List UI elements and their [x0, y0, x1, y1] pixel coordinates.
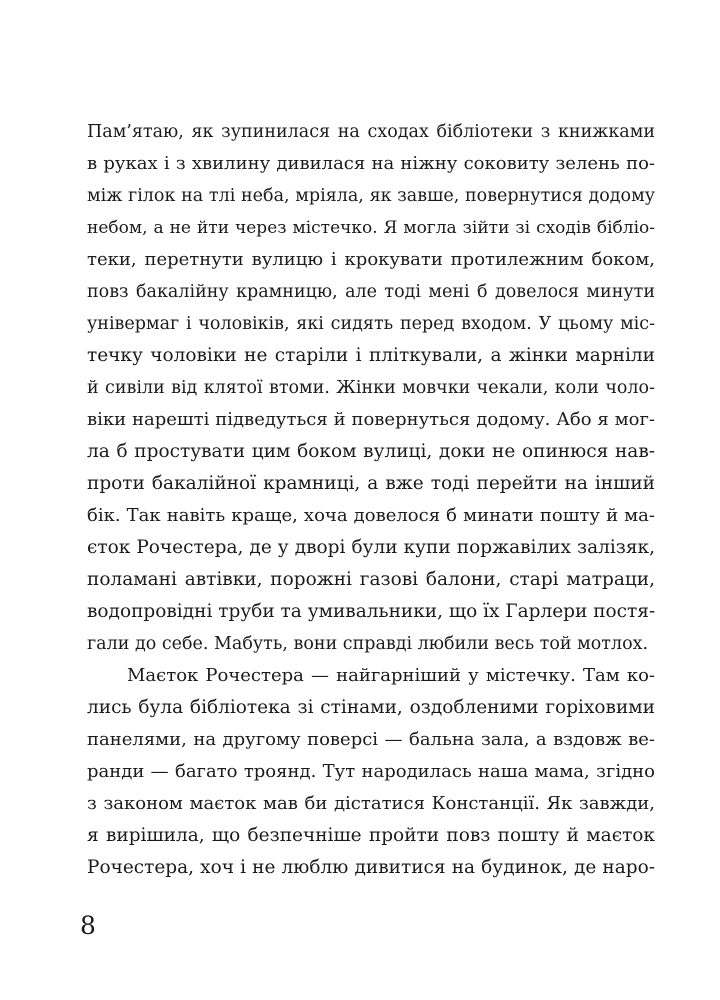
- text-line: в руках і з хвилину дивилася на ніжну соковиту зелень по-: [87, 153, 655, 174]
- text-line: повз бакалійну крамницю, але тоді мені б довелося минути: [87, 282, 655, 302]
- text-line: й сивіли від клятої втоми. Жінки мовчки чекали, коли чоло-: [87, 378, 655, 398]
- text-line: водопровідні труби та умивальники, що їх Гарлери постя-: [87, 601, 656, 622]
- text-line: Маєток Рочестера — найгарніший у містечку. Там ко-: [127, 665, 655, 686]
- page-number: 8: [80, 911, 96, 940]
- text-line: з законом маєток мав би дістатися Констанції. Як завжди,: [87, 793, 655, 814]
- text-line: лись була бібліотека зі стінами, оздобленими горіховими: [87, 697, 655, 718]
- text-line: між гілок на тлі неба, мріяла, як завше, повернутися додому: [87, 186, 655, 206]
- text-line: проти бакалійної крамниці, а вже тоді перейти на інший: [87, 473, 655, 494]
- text-line: поламані автівки, порожні газові балони, старі матраци,: [87, 569, 655, 590]
- text-line: небом, а не йти через містечко. Я могла зійти зі сходів бібліо-: [87, 218, 655, 238]
- text-line: Рочестера, хоч і не люблю дивитися на будинок, де наро-: [87, 857, 655, 878]
- text-line: єток Рочестера, де у дворі були купи поржавілих залізяк,: [87, 537, 655, 558]
- text-line: я вирішила, що безпечніше пройти повз пошту й маєток: [87, 825, 655, 846]
- text-line: ранди — багато троянд. Тут народилась наша мама, згідно: [87, 761, 655, 782]
- text-line: панелями, на другому поверсі — бальна зала, а вздовж ве-: [87, 729, 655, 750]
- text-line: течку чоловіки не старіли і пліткували, а жінки марніли: [87, 345, 655, 366]
- text-line: бік. Так навіть краще, хоча довелося б минати пошту й ма-: [87, 505, 655, 526]
- text-line: гали до себе. Мабуть, вони справді любили весь той мотлох.: [87, 634, 649, 654]
- text-line: Пам’ятаю, як зупинилася на сходах бібліотеки з книжками: [87, 122, 655, 142]
- text-line: універмаг і чоловіків, які сидять перед входом. У цьому міс-: [87, 314, 655, 334]
- text-line: ла б простувати цим боком вулиці, доки не опинюся нав-: [87, 441, 655, 462]
- text-line: віки нарешті підведуться й повернуться додому. Або я мог-: [87, 409, 655, 430]
- text-line: теки, перетнути вулицю і крокувати протилежним боком,: [87, 249, 655, 270]
